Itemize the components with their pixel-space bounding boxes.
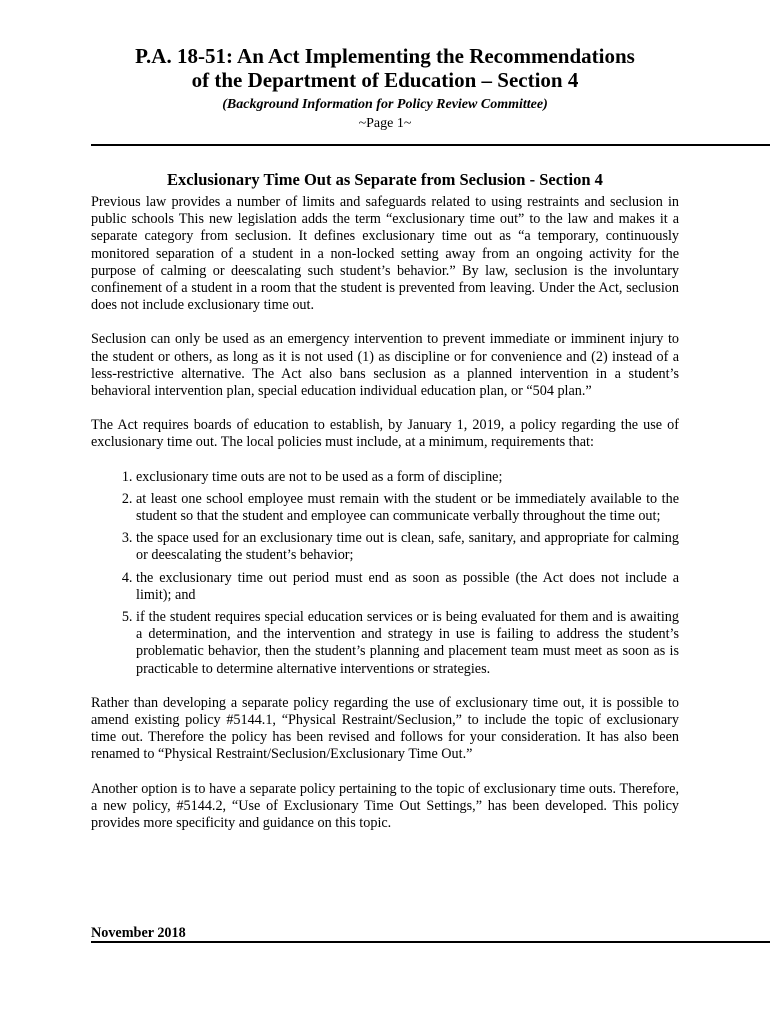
requirements-list bbox=[91, 469, 679, 678]
title-line-1: P.A. 18-51: An Act Implementing the Recommendations bbox=[135, 44, 635, 68]
list-item: 3. the space used for an exclusionary time out is clean, safe, sanitary, and appropriate for calming or deescalating the student’s behavior; bbox=[136, 530, 679, 564]
section-heading: Exclusionary Time Out as Separate from Seclusion - Section 4 bbox=[167, 170, 603, 189]
list-item: 5. if the student requires special education services or is being evaluated for them and is awaiting a determination, and the intervention and strategy in use is failing to address the student’s problematic behavior, then the student’s planning and placement team must meet as soon as is practicable to determine alternative interventions or strategies. bbox=[136, 609, 679, 678]
paragraph-5: Another option is to have a separate policy pertaining to the topic of exclusionary time outs. Therefore, a new policy, #5144.2, “Use of Exclusionary Time Out Settings,” has been developed. This policy provides more specificity and guidance on this topic. bbox=[91, 780, 679, 832]
paragraph-4: Rather than developing a separate policy regarding the use of exclusionary time out, it is possible to amend existing policy #5144.1, “Physical Restraint/Seclusion,” to include the topic of exclusionary time out. Therefore the policy has been revised and follows for your consideration. It has also been renamed to “Physical Restraint/Seclusion/Exclusionary Time Out.” bbox=[91, 694, 679, 763]
footer-divider bbox=[91, 941, 770, 943]
footer-date: November 2018 bbox=[91, 925, 186, 941]
paragraph-2: Seclusion can only be used as an emergency intervention to prevent immediate or imminent injury to the student or others, as long as it is not used (1) as discipline or for convenience and (2) instead of a less-restrictive alternative. The Act also bans seclusion as a planned intervention in a student’s behavioral intervention plan, special education individual education plan, or “504 plan.” bbox=[91, 331, 679, 400]
list-item: 2. at least one school employee must remain with the student or be immediately available to the student so that the student and employee can communicate verbally throughout the time out; bbox=[136, 491, 679, 525]
document-subtitle: (Background Information for Policy Review Committee) bbox=[222, 97, 548, 112]
paragraph-3: The Act requires boards of education to establish, by January 1, 2019, a policy regarding the use of exclusionary time out. The local policies must include, at a minimum, requirements that: bbox=[91, 417, 679, 451]
section-body bbox=[91, 194, 679, 849]
list-item: 4. the exclusionary time out period must end as soon as possible (the Act does not include a limit); and bbox=[136, 570, 679, 604]
page-number: ~Page 1~ bbox=[358, 116, 412, 131]
title-line-2: of the Department of Education – Section 4 bbox=[191, 68, 579, 92]
document-title bbox=[0, 44, 770, 92]
header-divider bbox=[91, 144, 770, 146]
list-item: 1. exclusionary time outs are not to be used as a form of discipline; bbox=[136, 469, 679, 486]
paragraph-1: Previous law provides a number of limits and safeguards related to using restraints and seclusion in public schools This new legislation adds the term “exclusionary time out” to the law and makes it a separate category from seclusion. It defines exclusionary time out as “a temporary, continuously monitored separation of a student in a non-locked setting away from an ongoing activity for the purpose of calming or deescalating such student’s behavior.” By law, seclusion is the involuntary confinement of a student in a room that the student is prevented from leaving. Under the Act, seclusion does not include exclusionary time out. bbox=[91, 194, 679, 314]
